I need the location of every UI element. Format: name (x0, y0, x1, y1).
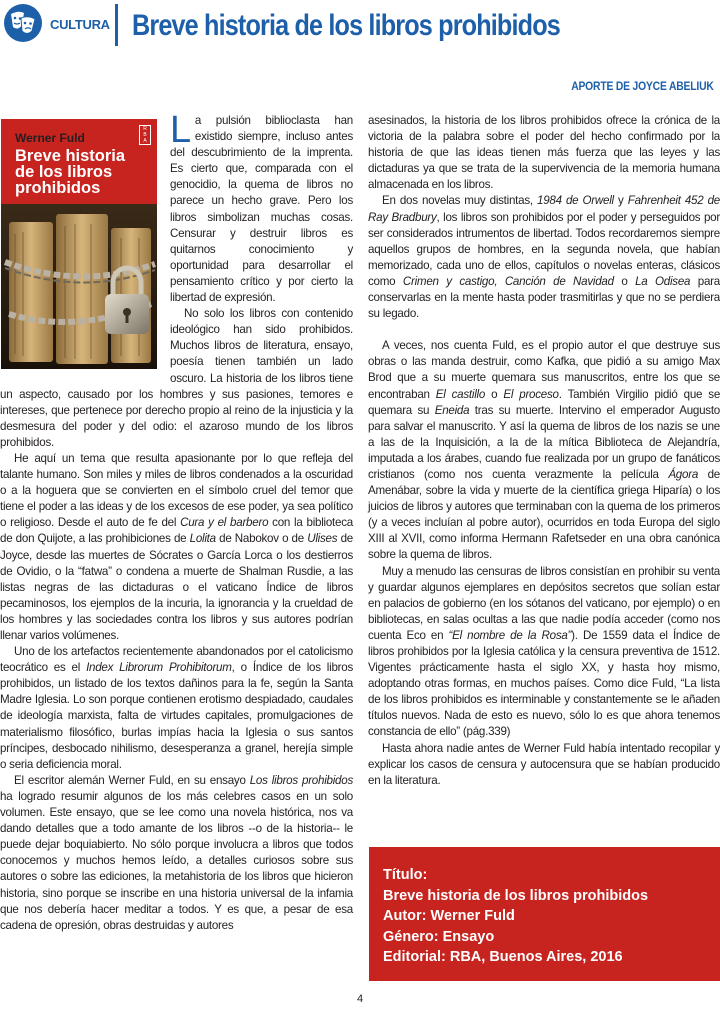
text-run: He aquí un tema que resulta apasionante por lo que refleja del talante humano. Son miles y miles de libros condenados a la oscuridad o a la hoguera que se convierten en el símbolo cruel del temor que tiene el poder a las ideas y de los excesos de ese poder, ya sea político o religioso. Desde el auto de fe del (0, 451, 353, 530)
text-run: de Nabokov o de (215, 532, 308, 546)
article-paragraph (368, 193, 720, 322)
page-number: 4 (356, 993, 364, 1005)
info-publisher: Editorial: RBA, Buenos Aires, 2016 (383, 949, 623, 965)
italic-title: El castillo (435, 387, 486, 401)
publisher-mark-letter: R (143, 126, 147, 132)
article-right-column (368, 113, 720, 789)
text-run: ha logrado resumir algunos de los más celebres casos en un solo volumen. Este ensayo, que se lee como una novela histórica, nos va dando detalles que a todo amante de los libros --o de la historia-- le puede dejar boquiabierto. No sólo porque involucra a libros que todos conocemos y muchos hemos leído, a detalles curiosos sobre sus autores o sobre las ediciones, la metahistoria de los libros que hicieron historia, sino porque se inscribe en una historia universal de la infamia que nos debería hacer meditar a todos. Y es que, a pesar de esa cadena de opresión, obras destruidas y autores (0, 789, 353, 932)
cover-author: Werner Fuld (15, 131, 85, 145)
italic-title: El proceso (503, 387, 559, 401)
section-label: CULTURA (50, 17, 110, 32)
book-info-box (369, 847, 720, 981)
article-paragraph (368, 338, 720, 563)
text-run: para conservarlas en la mente hasta poder trasmitirlas y que no se perdiera su legado. (368, 274, 720, 321)
header-divider (115, 4, 118, 46)
article-paragraph (0, 644, 353, 773)
article-paragraph (368, 113, 720, 193)
article-left-column (0, 109, 353, 973)
article-paragraph (368, 741, 720, 789)
text-run: Uno de los artefactos recientemente abandonados por el catolicismo teocrático es el (0, 645, 353, 675)
cover-title-line: prohibidos (15, 179, 101, 197)
italic-title: Fahrenheit 452 de Ray Bradbury (368, 194, 720, 224)
drop-cap: L (170, 109, 191, 151)
italic-title: Los libros prohibidos (249, 773, 353, 787)
italic-title: Ágora (668, 467, 699, 481)
info-genre: Género: Ensayo (383, 928, 495, 945)
italic-title: “El nombre de la Rosa” (448, 628, 572, 642)
text-run: Hasta ahora nadie antes de Werner Fuld había intentado recopilar y explicar los casos de censura y autocensura que se habían producido en la literatura. (368, 741, 720, 787)
article-paragraph (0, 451, 353, 644)
info-label-titulo: Título: (383, 867, 428, 883)
text-run: a pulsión biblioclasta han existido siempre, incluso antes del descubrimiento de la imprenta. Es cierto que, comparada con el genocidio, la quema de libros no parece un hecho grave. Pero los libros simbolizan muchas cosas. Censurar y destruir libros es quitarnos conocimiento y oportunidad para desarrollar el pensamiento crítico y por cierto la libertad de expresión. (170, 114, 353, 305)
info-author: Autor: Werner Fuld (383, 908, 515, 924)
text-run: de Joyce, desde las muertes de Sócrates o García Lorca o los destierros de Ovidio, o la “fatwa” o condena a muerte de Shalman Rusdie, a las listas negras de las dictaduras o el vaticano Índice de libros pecaminosos, los ejemplos de la incuria, la ignorancia y la crueldad de los hombres y las sociedades contra los libros y sus autores podrían llenar varios volúmenes. (0, 532, 353, 642)
italic-title: Crimen y castigo, Canción de Navidad (402, 274, 614, 288)
article-byline: APORTE DE JOYCE ABELIUK (571, 79, 714, 93)
text-run: , o Índice de los libros prohibidos, un listado de los textos dañinos para la fe, según la Santa Madre Iglesia. Lo son porque contienen erotismo despiadado, caudales de ideología marxista, falta de virtudes capitales, promulgaciones de materialismo filosófico, burlas impías hacia la Iglesia o sus santos príncipes, desbocado nihilismo, desesperanza a granel, herejía simple o seria deficiencia moral. (0, 661, 353, 771)
text-run: o (613, 274, 636, 288)
text-run: No solo los libros con contenido ideológico han sido prohibidos. Muchos libros de literatura, ensayo, poesía tienen también un lado oscuro. La historia de los libros tiene un aspecto, causado por los hombres y sus pasiones, temores e intereses, que pertenece por derecho propio al reino de la injusticia y la desmesura del poder y del odio: el azaroso mundo de los libros prohibidos. (0, 307, 353, 449)
text-run: A veces, nos cuenta Fuld, es el propio autor el que destruye sus obras o las manda destruir, como Kafka, que pidió a su amigo Max Brod que a su muerte quemara sus manuscritos, entre los que se encontraban (368, 339, 720, 401)
italic-title: 1984 de Orwell (537, 194, 614, 208)
italic-title: Eneida (434, 403, 470, 417)
text-run: de Amenábar, sobre la vida y muerte de la científica griega Hiparía) o los juicios de libros y autores que terminaban con la quema de los primeros (y a veces incluían al pobre autor), ocurridos en toda Europa del siglo XIII al XVII, como informa Hermann Rafetseder en una obra canónica sobre la quema de libros. (368, 467, 720, 562)
text-run: Muy a menudo las censuras de libros consistían en prohibir su venta y guardar algunos ejemplares en depósitos secretos que solían estar en palacios de gobierno (en los sótanos del vaticano, por ejemplo) o en bibliotecas, en salas ocultas a las que nadie podía acceder (como nos cuenta Eco en (368, 564, 720, 642)
paragraph-spacer (368, 322, 720, 338)
cover-float-spacer (0, 113, 170, 382)
italic-title: Ulises (307, 532, 338, 546)
italic-title: Cura y el barbero (180, 516, 269, 530)
text-run: El escritor alemán Werner Fuld, en su ensayo (14, 773, 250, 787)
article-paragraph (0, 773, 353, 934)
text-run: y (613, 194, 628, 208)
text-run: con la biblioteca de don Quijote, a las prohibiciones de (0, 516, 353, 546)
publisher-mark-letter: B (143, 132, 147, 138)
text-run: . También Virgilio pidió que se quemara su (368, 387, 720, 417)
cover-title-line: de los libros (15, 163, 113, 181)
text-run: , los libros son prohibidos por el poder y perseguidos por ser considerados intrumentos de libertad. Todos recordaremos siempre aquellos grupos de hombres, en la segunda novela, que habían memorizado, cada uno de ellos, capítulos o novelas enteras, clásicos como (368, 210, 720, 288)
italic-title: Index Librorum Prohibitorum (86, 661, 232, 675)
page-title: Breve historia de los libros prohibidos (132, 9, 560, 42)
cover-title-line: Breve historia (15, 147, 126, 165)
text-run: o (485, 387, 504, 401)
text-run: tras su muerte. Intervino el emperador Augusto para salvar el manuscrito. Y así la quema de libros de los nazis se une a las de la Inquisición, a la de la mítica Biblioteca de Alejandría, imputada a los árabes, cuando fue realizada por un grupo de fanáticos cristianos (como nos cuenta verazmente la película (368, 403, 720, 481)
text-run: asesinados, la historia de los libros prohibidos ofrece la crónica de la victoria de la palabra sobre el poder del hecho confirmado por la historia de que las ideas tienen más fuerza que las leyes y las dictaduras ya que se trata de la supervivencia de la memoria humana almacenada en los libros. (368, 114, 720, 192)
italic-title: La Odisea (635, 274, 691, 288)
italic-title: Lolita (189, 532, 216, 546)
theater-masks-icon (4, 4, 42, 42)
text-run: ). De 1559 data el Índice de libros prohibidos por la Iglesia católica y la censura preventiva de 1512. Vigentes prácticamente hasta el siglo XX, y hasta hoy mismo, adoptando otras formas, en muchos países. Como dice Fuld, “La lista de los libros prohibidos es interminable y constantemente se le añaden títulos nuevos. Nada de esto es nuevo, sólo lo es que ahora tenemos constancia de ello” (pág.339) (368, 628, 720, 739)
publisher-mark-letter: A (143, 138, 147, 144)
text-run: En dos novelas muy distintas, (382, 194, 538, 208)
article-paragraph (368, 564, 720, 741)
info-book-title: Breve historia de los libros prohibidos (383, 887, 649, 904)
